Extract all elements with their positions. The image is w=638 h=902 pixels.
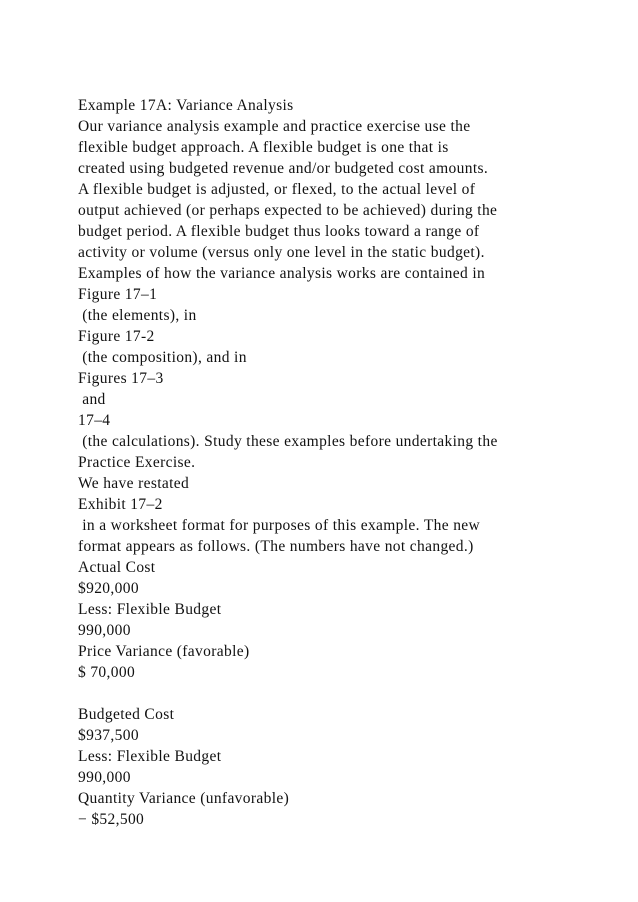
document-body [78, 95, 623, 830]
flexible-budget-label: Less: Flexible Budget [78, 601, 222, 618]
figure-reference: Figure 17–1 [78, 286, 158, 303]
actual-cost-label: Actual Cost [78, 559, 156, 576]
budgeted-cost-label: Budgeted Cost [78, 706, 175, 723]
paragraph-line: We have restated [78, 475, 190, 492]
exhibit-reference: Exhibit 17–2 [78, 496, 163, 513]
flexible-budget-value: 990,000 [78, 622, 131, 639]
paragraph-line: (the calculations). Study these examples before undertaking the [78, 433, 498, 450]
paragraph-line: (the elements), in [78, 307, 197, 324]
flexible-budget-value: 990,000 [78, 769, 131, 786]
paragraph-line: format appears as follows. (The numbers have not changed.) [78, 538, 474, 555]
paragraph-line: budget period. A flexible budget thus looks toward a range of [78, 223, 480, 240]
actual-cost-value: $920,000 [78, 580, 139, 597]
paragraph-line: output achieved (or perhaps expected to be achieved) during the [78, 202, 498, 219]
flexible-budget-label: Less: Flexible Budget [78, 748, 222, 765]
section-spacer [78, 683, 623, 704]
paragraph-line: Practice Exercise. [78, 454, 196, 471]
paragraph-line: activity or volume (versus only one level in the static budget). [78, 244, 485, 261]
paragraph-line: (the composition), and in [78, 349, 247, 366]
paragraph-line: in a worksheet format for purposes of this example. The new [78, 517, 481, 534]
paragraph-line: and [78, 391, 106, 408]
budgeted-cost-value: $937,500 [78, 727, 139, 744]
quantity-variance-value: − $52,500 [78, 811, 145, 828]
paragraph-line: created using budgeted revenue and/or budgeted cost amounts. [78, 160, 489, 177]
quantity-variance-label: Quantity Variance (unfavorable) [78, 790, 290, 807]
price-variance-value: $ 70,000 [78, 664, 136, 681]
paragraph-line: Our variance analysis example and practice exercise use the [78, 118, 471, 135]
document-title: Example 17A: Variance Analysis [78, 97, 294, 114]
figure-reference: Figure 17-2 [78, 328, 155, 345]
paragraph-line: A flexible budget is adjusted, or flexed, to the actual level of [78, 181, 476, 198]
figure-reference: Figures 17–3 [78, 370, 164, 387]
paragraph-line: Examples of how the variance analysis works are contained in [78, 265, 486, 282]
figure-reference: 17–4 [78, 412, 111, 429]
price-variance-label: Price Variance (favorable) [78, 643, 250, 660]
paragraph-line: flexible budget approach. A flexible budget is one that is [78, 139, 449, 156]
